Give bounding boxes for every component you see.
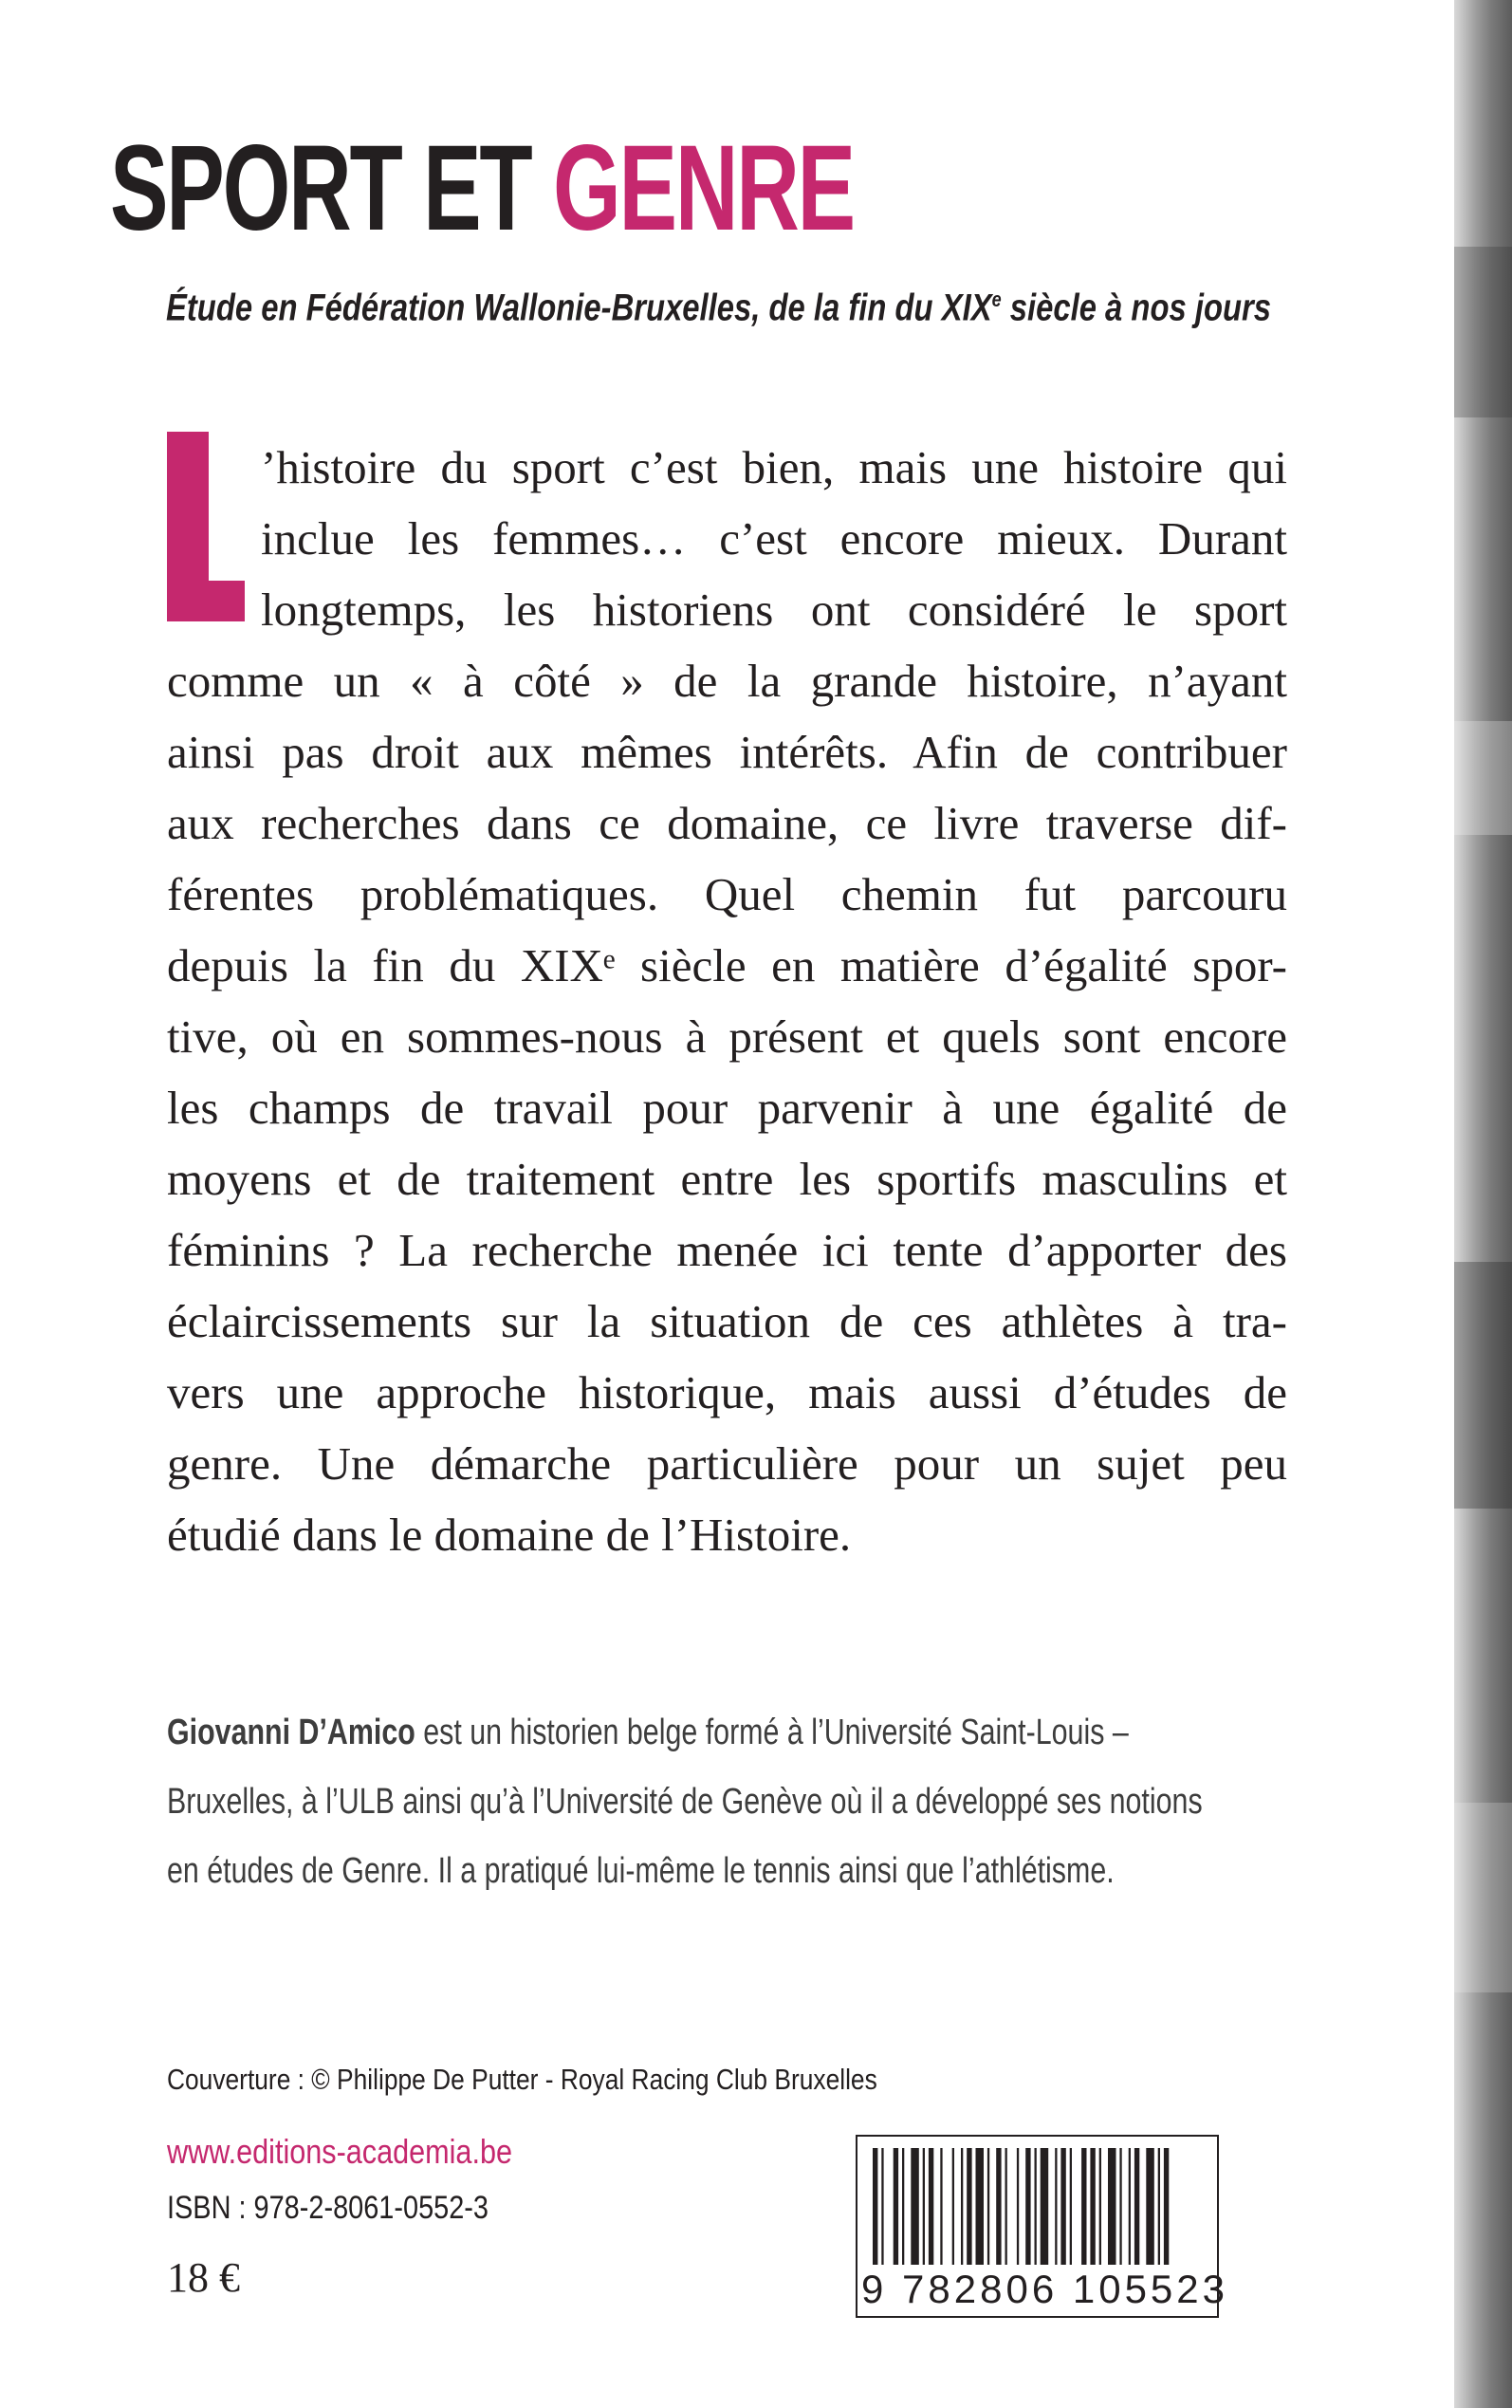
barcode-bar bbox=[1134, 2148, 1139, 2269]
subtitle-superscript: e bbox=[991, 287, 1002, 311]
barcode-bar bbox=[1060, 2148, 1065, 2269]
title-genre: GENRE bbox=[553, 120, 854, 256]
blurb-line: ainsi pas droit aux mêmes intérêts. Afin de contribuer bbox=[167, 726, 1287, 778]
barcode-bar bbox=[952, 2148, 954, 2269]
drop-cap-foot bbox=[167, 581, 245, 621]
title-sport-et: SPORT ET bbox=[110, 120, 531, 256]
publisher-website[interactable]: www.editions-academia.be bbox=[167, 2132, 512, 2171]
blurb-line: vers une approche historique, mais aussi d’études de bbox=[167, 1366, 1287, 1418]
blurb-line: les champs de travail pour parvenir à une égalité de bbox=[167, 1082, 1287, 1134]
barcode-bar bbox=[940, 2148, 942, 2269]
blurb-line: inclue les femmes… c’est encore mieux. Durant bbox=[261, 512, 1287, 565]
barcode-bar bbox=[1099, 2148, 1101, 2269]
author-bio-line bbox=[167, 1698, 1203, 1768]
blurb-line: longtemps, les historiens ont considéré le sport bbox=[261, 583, 1287, 636]
author-bio-line3: en études de Genre. Il a pratiqué lui-même le tennis ainsi que l’athlétisme. bbox=[167, 1851, 1115, 1891]
cover-photo-edge bbox=[1454, 0, 1512, 2408]
blurb-line: aux recherches dans ce domaine, ce livre traverse dif- bbox=[167, 797, 1287, 849]
blurb-line: féminins ? La recherche menée ici tente d’apporter des bbox=[167, 1224, 1287, 1276]
barcode-bar bbox=[967, 2148, 971, 2269]
blurb-line: moyens et de traitement entre les sportifs masculins et bbox=[167, 1153, 1287, 1205]
subtitle-main: Étude en Fédération Wallonie-Bruxelles, de la fin du XIX bbox=[166, 287, 992, 329]
blurb-line: depuis la fin du XIXᵉ siècle en matière d’égalité spor- bbox=[167, 939, 1287, 991]
barcode-bar bbox=[996, 2148, 1001, 2269]
barcode-bar bbox=[1081, 2148, 1086, 2269]
photo-shadow bbox=[1454, 1262, 1512, 1509]
barcode-bar bbox=[911, 2148, 919, 2269]
barcode-bar bbox=[987, 2148, 989, 2269]
blurb-line: éclaircissements sur la situation de ces athlètes à tra- bbox=[167, 1295, 1287, 1347]
barcode-digits: 9 782806 105523 bbox=[861, 2265, 1214, 2314]
barcode-bar bbox=[1035, 2148, 1037, 2269]
blurb-line: ’histoire du sport c’est bien, mais une histoire qui bbox=[261, 441, 1287, 493]
blurb-line: férentes problématiques. Quel chemin fut parcouru bbox=[167, 868, 1287, 920]
barcode-bar bbox=[902, 2148, 904, 2269]
photo-shadow bbox=[1454, 247, 1512, 417]
barcode-bar bbox=[961, 2148, 963, 2269]
price: 18 € bbox=[167, 2254, 240, 2301]
book-subtitle bbox=[166, 273, 1271, 334]
drop-cap-l bbox=[167, 432, 245, 621]
barcode-bar bbox=[1005, 2148, 1007, 2269]
barcode-bar bbox=[1055, 2148, 1057, 2269]
author-name: Giovanni D’Amico bbox=[167, 1713, 415, 1752]
barcode-bar bbox=[1070, 2148, 1072, 2269]
author-bio-line2: Bruxelles, à l’ULB ainsi qu’à l’Université de Genève où il a développé ses notions bbox=[167, 1782, 1203, 1822]
barcode-bar bbox=[1146, 2148, 1154, 2269]
barcode-bar bbox=[976, 2148, 985, 2269]
barcode-bar bbox=[923, 2148, 925, 2269]
photo-highlight bbox=[1454, 1803, 1512, 1992]
blurb-line: étudié dans le domaine de l’Histoire. bbox=[167, 1509, 852, 1561]
barcode-bar bbox=[1090, 2148, 1095, 2269]
barcode-bar bbox=[1119, 2148, 1121, 2269]
isbn: ISBN : 978-2-8061-0552-3 bbox=[167, 2190, 489, 2226]
blurb-line: tive, où en sommes-nous à présent et quels sont encore bbox=[167, 1010, 1287, 1063]
barcode-bar bbox=[1041, 2148, 1049, 2269]
cover-credit: Couverture : © Philippe De Putter - Royal Racing Club Bruxelles bbox=[167, 2063, 877, 2096]
barcode-bar bbox=[929, 2148, 933, 2269]
author-bio bbox=[167, 1698, 1203, 1906]
barcode-bar bbox=[1108, 2148, 1116, 2269]
book-title bbox=[110, 118, 854, 260]
barcode-bar bbox=[894, 2148, 898, 2269]
blurb-line: comme un « à côté » de la grande histoire, n’ayant bbox=[167, 655, 1287, 707]
subtitle-end: siècle à nos jours bbox=[1001, 287, 1272, 329]
author-bio-line1: est un historien belge formé à l’Université Saint-Louis – bbox=[415, 1713, 1129, 1752]
photo-highlight bbox=[1454, 721, 1512, 835]
barcode-bar bbox=[1158, 2148, 1160, 2269]
barcode-bar bbox=[1129, 2148, 1131, 2269]
blurb-line: genre. Une démarche particulière pour un sujet peu bbox=[167, 1437, 1287, 1490]
